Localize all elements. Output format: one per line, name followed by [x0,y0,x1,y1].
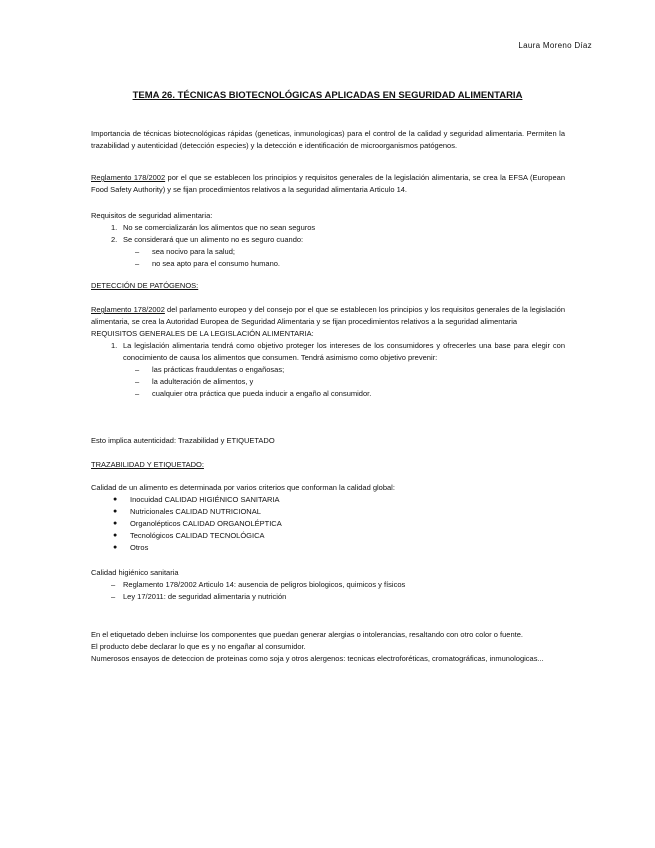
list-item: – sea nocivo para la salud; [135,247,235,256]
list-item: – la adulteración de alimentos, y [135,377,254,386]
quality-criteria-list [91,494,565,554]
item-text: La legislación alimentaria tendrá como objetivo proteger los intereses de los consumidores y ofrecerles una base para elegir con conocimiento de causa los alimentos que consumen. Tendrá asimismo como objetivo prevenir: [123,341,565,362]
item-number: 1. [111,223,118,232]
regulation-paragraph [91,304,565,328]
regulation-reference: Reglamento 178/2002 [91,305,165,314]
prevention-list [91,364,565,400]
list-item: – no sea apto para el consumo humano. [135,259,281,268]
item-text: Organolépticos CALIDAD ORGANOLÉPTICA [130,519,282,528]
conclusion-section [91,435,565,447]
section-heading: TRAZABILIDAD Y ETIQUETADO: [91,460,204,469]
requirements-intro: Requisitos de seguridad alimentaria: [91,211,213,220]
pathogen-detection-body [91,304,565,400]
list-item: ● Inocuidad CALIDAD HIGIÉNICO SANITARIA [113,495,280,504]
traceability-body [91,482,565,554]
list-item: – Ley 17/2011: de seguridad alimentaria y nutrición [111,592,287,601]
unsafe-criteria-list [91,246,565,270]
subsection-heading: REQUISITOS GENERALES DE LA LEGISLACIÓN ALIMENTARIA: [91,329,314,338]
labeling-paragraph: El producto debe declarar lo que es y no engañar al consumidor. [91,642,306,651]
item-text: Reglamento 178/2002 Articulo 14: ausencia de peligros biologicos, quimicos y físicos [123,580,406,589]
requirements-list [91,222,565,246]
item-number: 1. [111,341,118,350]
labeling-paragraph: En el etiquetado deben incluirse los componentes que puedan generar alergias o intolerancias, resaltando con otro color o fuente. [91,630,523,639]
pathogen-detection-section [91,280,565,292]
intro-section [91,128,565,152]
list-item: ● Otros [113,543,149,552]
hygienic-quality-list [91,579,565,603]
labeling-paragraph: Numerosos ensayos de deteccion de proteinas como soja y otros alergenos: tecnicas electroforéticas, cromatográficas, inmunologicas... [91,654,544,663]
regulation-reference: Reglamento 178/2002 [91,173,166,182]
traceability-section [91,459,565,471]
list-item: ● Organolépticos CALIDAD ORGANOLÉPTICA [113,519,282,528]
item-text: las prácticas fraudulentas o engañosas; [152,365,285,374]
item-text: No se comercializarán los alimentos que no sean seguros [123,223,316,232]
list-item [91,222,565,234]
regulation-section [91,172,565,196]
intro-paragraph: Importancia de técnicas biotecnológicas rápidas (geneticas, inmunologicas) para el control de la calidad y seguridad alimentaria. Permiten la trazabilidad y autenticidad (detección especies) y la detección e identificación de microorganismos patógenos. [91,129,565,150]
item-text: Inocuidad CALIDAD HIGIÉNICO SANITARIA [130,495,280,504]
item-text: sea nocivo para la salud; [152,247,235,256]
item-text: Otros [130,543,149,552]
item-text: Ley 17/2011: de seguridad alimentaria y nutrición [123,592,287,601]
item-text: no sea apto para el consumo humano. [152,259,281,268]
item-text: Nutricionales CALIDAD NUTRICIONAL [130,507,261,516]
item-text: Se considerará que un alimento no es seguro cuando: [123,235,304,244]
conclusion-text: Esto implica autenticidad: Trazabilidad y ETIQUETADO [91,436,275,445]
regulation-text: del parlamento europeo y del consejo por el que se establecen los principios y los requisitos generales de la legislación alimentaria, se crea la Autoridad Europea de Seguridad Alimentaria y se fijan procedimientos relativos a la seguridad alimentaria [91,305,565,326]
list-item: ● Tecnológicos CALIDAD TECNOLÓGICA [113,531,265,540]
list-item: ● Nutricionales CALIDAD NUTRICIONAL [113,507,261,516]
list-item: – cualquier otra práctica que pueda inducir a engaño al consumidor. [135,389,372,398]
item-text: Tecnológicos CALIDAD TECNOLÓGICA [130,531,265,540]
hygienic-quality-title: Calidad higiénico sanitaria [91,568,179,577]
item-text: cualquier otra práctica que pueda inducir a engaño al consumidor. [152,389,372,398]
requirements-section [91,210,565,270]
section-heading: DETECCIÓN DE PATÓGENOS: [91,281,199,290]
labeling-section [91,629,565,665]
list-item: – Reglamento 178/2002 Articulo 14: ausencia de peligros biologicos, quimicos y físicos [111,580,406,589]
regulation-paragraph [91,172,565,196]
list-item [91,234,565,246]
regulation-text: por el que se establecen los principios y requisitos generales de la legislación alimentaria, se crea la EFSA (European Food Safety Authority) y se fijan procedimientos relativos a la seguridad alimentaria Articulo 14. [91,173,565,194]
list-item [91,340,565,364]
hygienic-quality-section [91,567,565,603]
quality-intro: Calidad de un alimento es determinada por varios criterios que conforman la calidad global: [91,483,395,492]
list-item: – las prácticas fraudulentas o engañosas; [135,365,285,374]
item-number: 2. [111,235,118,244]
page-title: TEMA 26. TÉCNICAS BIOTECNOLÓGICAS APLICADAS EN SEGURIDAD ALIMENTARIA [132,90,523,101]
author-name: Laura Moreno Díaz [518,41,592,50]
item-text: la adulteración de alimentos, y [152,377,254,386]
